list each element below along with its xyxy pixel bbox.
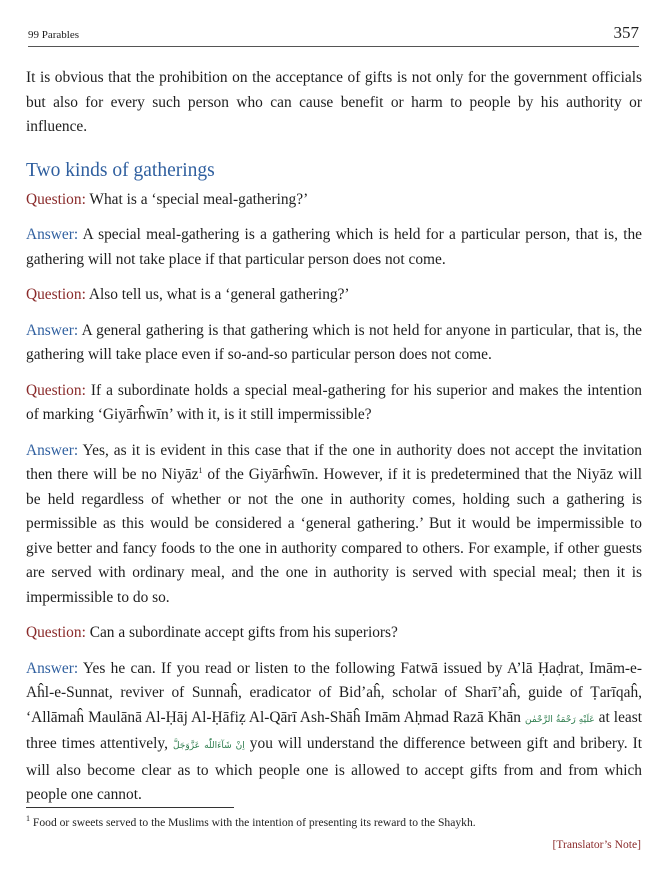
question-paragraph xyxy=(26,379,642,428)
question-label: Question: xyxy=(26,624,86,641)
answer-text-continued: of the Giyārĥwīn. However, if it is predetermined that the Niyāz will be held regardless of whether or not the one in authority comes, holding such a gathering is permissible as this would be considered a ‘general gathering.’ But it would be impermissible to give better and fancy foods to the one in authority compared to others. For example, if other guests are served with ordinary meal, and the one in authority is served with special meal; then it is impermissible to do so. xyxy=(26,466,642,606)
answer-paragraph xyxy=(26,657,642,808)
book-title: 99 Parables xyxy=(28,29,80,41)
footnote-number: 1 xyxy=(26,814,30,823)
main-text xyxy=(26,66,642,819)
translator-note: [Translator’s Note] xyxy=(552,838,641,851)
answer-label: Answer: xyxy=(26,441,79,459)
answer-paragraph xyxy=(26,439,642,611)
answer-text: A special meal-gathering is a gathering which is held for a particular person, that is, the gathering will not take place if that particular person does not come. xyxy=(26,226,642,268)
question-label: Question: xyxy=(26,381,86,399)
question-label: Question: xyxy=(26,190,86,208)
question-paragraph xyxy=(26,621,642,646)
arabic-phrase: اِنْ شَآءَاللّٰه عَزَّوَجَلَّ xyxy=(172,741,245,751)
footnote xyxy=(26,815,642,831)
footnote-reference[interactable]: 1 xyxy=(198,466,203,475)
question-text: What is a ‘special meal-gathering?’ xyxy=(85,190,309,208)
question-paragraph xyxy=(26,283,642,308)
answer-text: Yes he can. If you read or listen to the following Fatwā issued by A’lā Ḥaḍrat, Imām-e-Aĥl-e-Sunnat, reviver of Sunnaĥ, eradicator of Bid’aĥ, scholar of Sharī’aĥ, guide of Ṭarīqaĥ, ‘Allāmaĥ Maulānā Al-Ḥāj Al-Ḥāfiẓ Al-Qārī Ash-Shāĥ Imām Aḥmad Razā Khān xyxy=(26,659,642,726)
footnote-divider xyxy=(26,807,234,808)
arabic-honorific: عَلَيْهِ رَحْمَةُ الرَّحْمٰن xyxy=(525,714,595,725)
answer-text-continued: at least three times attentively, xyxy=(26,708,642,752)
running-header xyxy=(28,22,639,47)
answer-label: Answer: xyxy=(26,226,79,243)
intro-paragraph: It is obvious that the prohibition on the acceptance of gifts is not only for the government officials but also for every such person who can cause benefit or harm to people by his authority or influence. xyxy=(26,69,642,135)
answer-paragraph xyxy=(26,319,642,368)
section-heading: Two kinds of gatherings xyxy=(26,159,215,181)
question-text: Can a subordinate accept gifts from his superiors? xyxy=(85,624,398,641)
answer-text: Yes, as it is evident in this case that if the one in authority does not accept the invitation then there will be no Niyāz xyxy=(26,441,642,483)
question-paragraph xyxy=(26,188,642,213)
answer-text: A general gathering is that gathering which is not held for anyone in particular, that is, the gathering will take place even if so-and-so particular person does not come. xyxy=(26,321,642,363)
footnote-text: Food or sweets served to the Muslims with the intention of presenting its reward to the Shaykh. xyxy=(30,816,476,829)
page-number: 357 xyxy=(613,23,639,42)
answer-label: Answer: xyxy=(26,659,79,677)
answer-text-end: you will understand the difference between gift and bribery. It will also become clear as to which people one is allowed to accept gifts from and from which people one cannot. xyxy=(26,735,642,803)
question-text: If a subordinate holds a special meal-gathering for his superior and makes the intention of marking ‘Giyārĥwīn’ with it, is it still impermissible? xyxy=(26,381,642,423)
question-label: Question: xyxy=(26,286,86,303)
question-text: Also tell us, what is a ‘general gathering?’ xyxy=(85,286,350,303)
answer-paragraph xyxy=(26,223,642,272)
answer-label: Answer: xyxy=(26,321,79,339)
